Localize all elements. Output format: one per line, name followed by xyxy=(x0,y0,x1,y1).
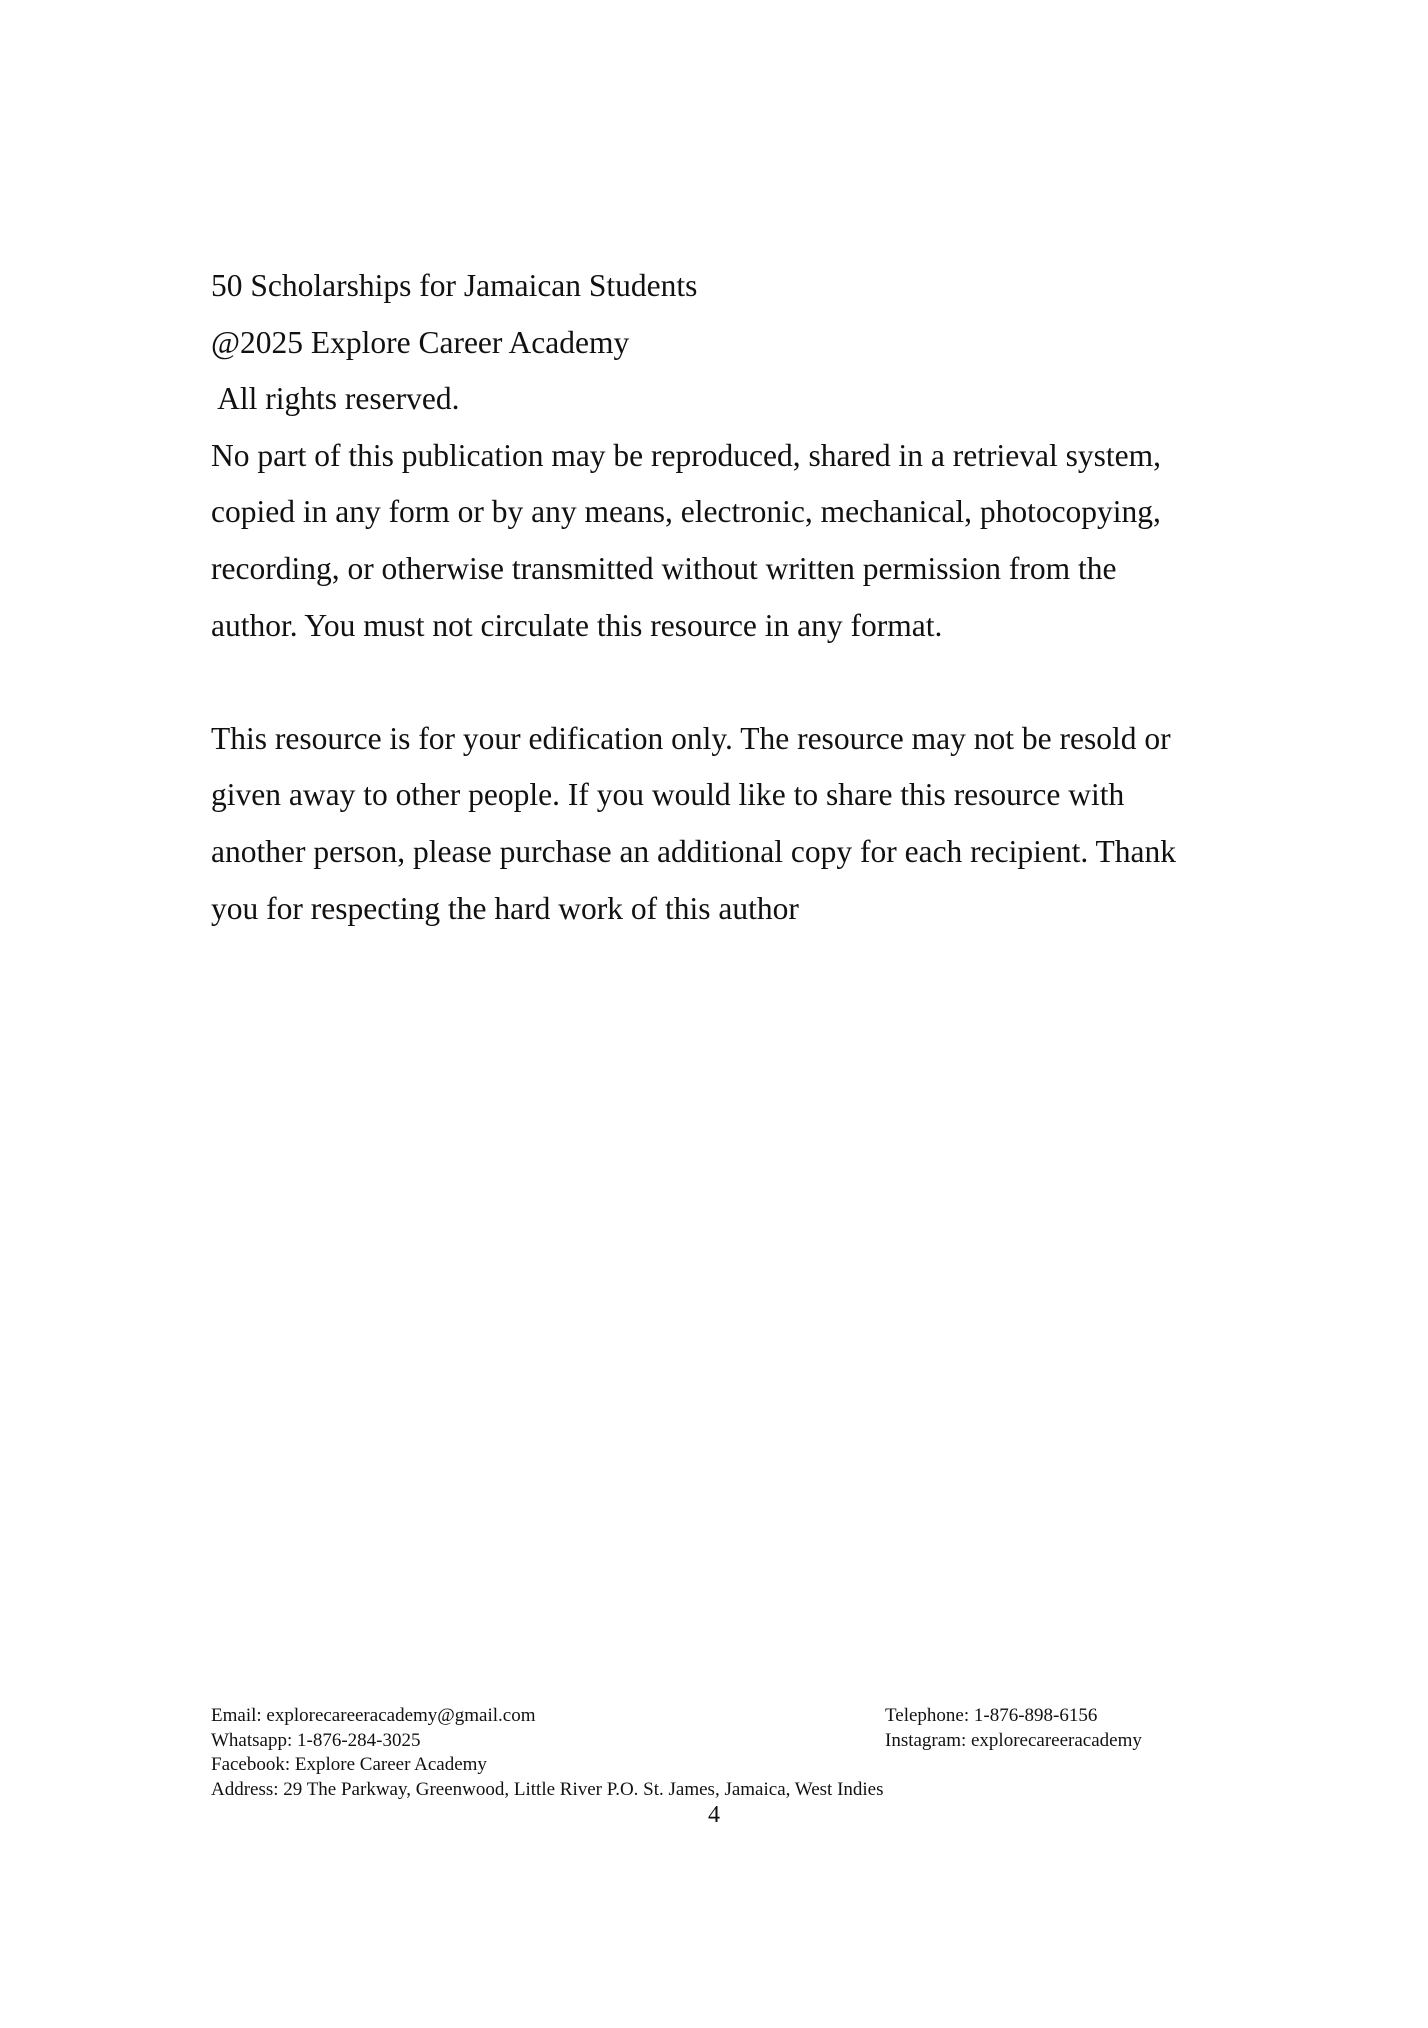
footer-instagram: Instagram: explorecareeracademy xyxy=(885,1729,1142,1751)
footer-row-1 xyxy=(211,1704,1211,1729)
paragraph-1-line: recording, or otherwise transmitted without written permission from the xyxy=(211,550,1117,586)
paragraph-spacer xyxy=(211,654,1231,711)
footer-address: Address: 29 The Parkway, Greenwood, Little River P.O. St. James, Jamaica, West Indies xyxy=(211,1778,884,1800)
footer-facebook: Facebook: Explore Career Academy xyxy=(211,1754,487,1775)
paragraph-2-line: you for respecting the hard work of this author xyxy=(211,890,799,926)
paragraph-1-line: copied in any form or by any means, electronic, mechanical, photocopying, xyxy=(211,494,1161,530)
page-footer xyxy=(211,1704,1211,1802)
footer-row-2 xyxy=(211,1729,1211,1754)
paragraph-2-line: This resource is for your edification only. The resource may not be resold or xyxy=(211,720,1171,756)
paragraph-2-line: another person, please purchase an additional copy for each recipient. Thank xyxy=(211,833,1177,869)
paragraph-1-line: author. You must not circulate this resource in any format. xyxy=(211,607,943,643)
footer-telephone: Telephone: 1-876-898-6156 xyxy=(885,1705,1098,1726)
paragraph-2-line: given away to other people. If you would like to share this resource with xyxy=(211,777,1125,813)
footer-whatsapp: Whatsapp: 1-876-284-3025 xyxy=(211,1729,421,1751)
book-title: 50 Scholarships for Jamaican Students xyxy=(211,268,698,303)
footer-row-4 xyxy=(211,1778,1211,1803)
copyright-content xyxy=(211,258,1231,937)
page-number: 4 xyxy=(708,1802,720,1828)
copyright-notice: @2025 Explore Career Academy xyxy=(211,324,630,360)
footer-email: Email: explorecareeracademy@gmail.com xyxy=(211,1705,536,1726)
paragraph-1-line: No part of this publication may be reproduced, shared in a retrieval system, xyxy=(211,437,1161,473)
footer-row-3 xyxy=(211,1753,1211,1778)
rights-reserved: All rights reserved. xyxy=(211,381,460,417)
